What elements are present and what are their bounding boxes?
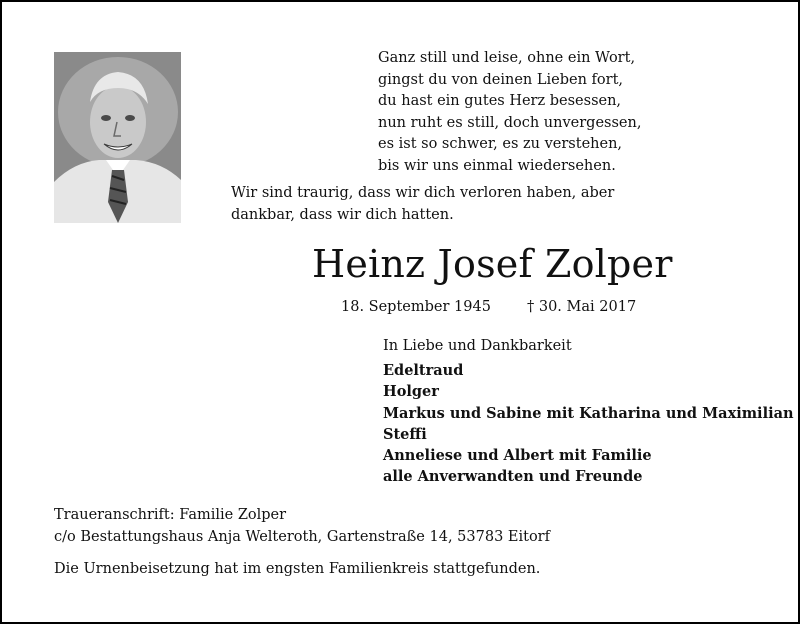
portrait-illustration — [54, 52, 181, 223]
poem-line: es ist so schwer, es zu verstehen, — [378, 136, 623, 153]
mourner-name: Anneliese und Albert mit Familie — [383, 447, 652, 465]
poem-line: Ganz still und leise, ohne ein Wort, — [378, 50, 636, 66]
poem-line: bis wir uns einmal wiedersehen. — [378, 157, 616, 174]
mourner-name: Holger — [383, 383, 439, 401]
deceased-name: Heinz Josef Zolper — [312, 242, 673, 286]
death-date: † 30. Mai 2017 — [527, 299, 637, 315]
mourning-address-line2: c/o Bestattungshaus Anja Welteroth, Gartenstraße 14, 53783 Eitorf — [54, 529, 550, 545]
mourning-address-line1: Traueranschrift: Familie Zolper — [54, 507, 287, 523]
mourners-intro: In Liebe und Dankbarkeit — [383, 338, 572, 354]
poem — [378, 48, 658, 178]
mourner-name: alle Anverwandten und Freunde — [383, 468, 643, 486]
poem-line: gingst du von deinen Lieben fort, — [378, 71, 624, 88]
poem-line: du hast ein gutes Herz besessen, — [378, 93, 622, 110]
mourner-name: Steffi — [383, 425, 427, 443]
poem-line: nun ruht es still, doch unvergessen, — [378, 114, 642, 131]
mourner-name: Markus und Sabine mit Katharina und Maximilian — [383, 404, 794, 422]
intro-text: Wir sind traurig, dass wir dich verloren haben, aber dankbar, dass wir dich hatten. — [231, 185, 615, 223]
mourner-name: Edeltraud — [383, 362, 464, 379]
portrait-photo — [54, 52, 181, 223]
burial-note: Die Urnenbeisetzung hat im engsten Familienkreis stattgefunden. — [54, 561, 541, 577]
mourners-list — [383, 360, 794, 488]
birth-date: 18. September 1945 — [341, 299, 491, 315]
